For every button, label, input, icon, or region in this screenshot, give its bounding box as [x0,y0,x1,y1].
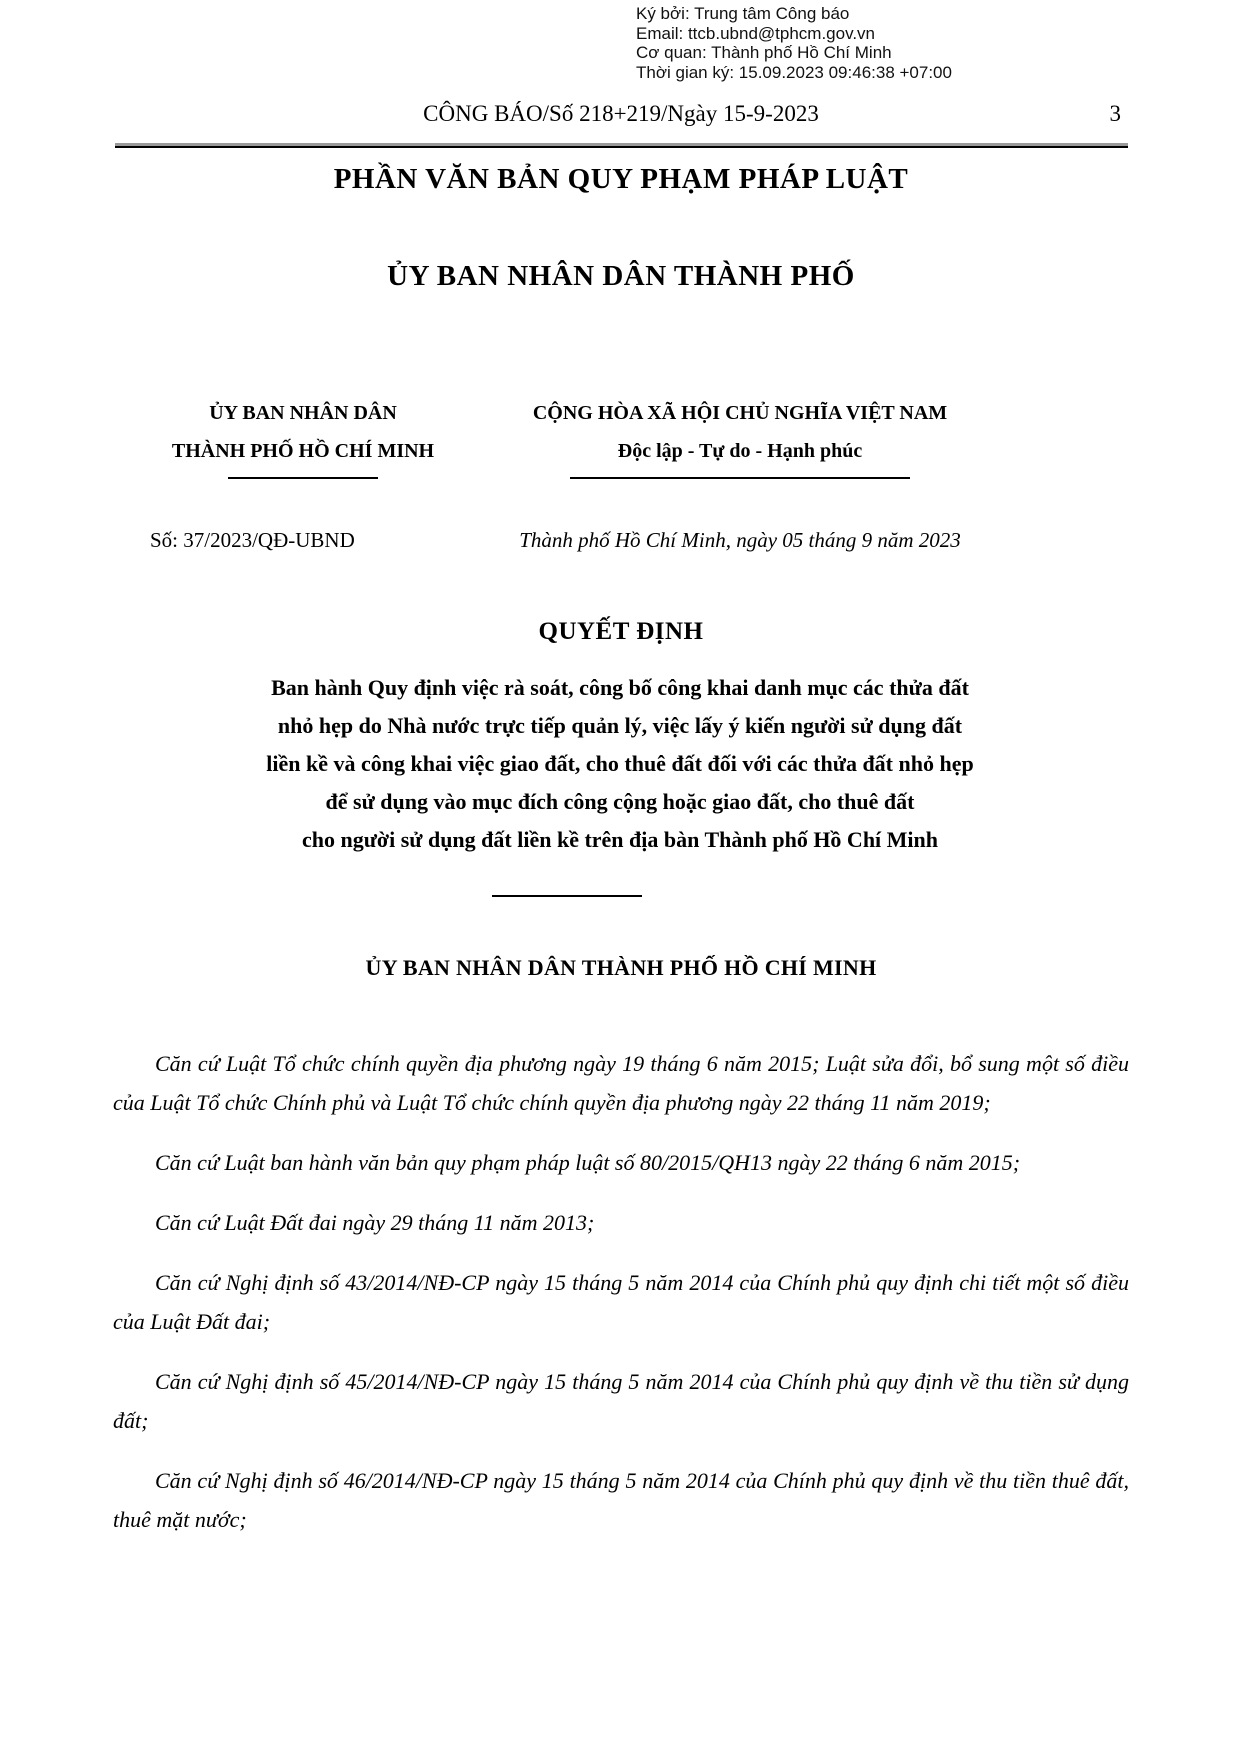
decision-subtitle [70,669,1170,859]
legal-basis-paragraph: Căn cứ Luật Tổ chức chính quyền địa phương ngày 19 tháng 6 năm 2015; Luật sửa đổi, bổ sung một số điều của Luật Tổ chức Chính phủ và Luật Tổ chức chính quyền địa phương ngày 22 tháng 11 năm 2019; [113,1051,1129,1115]
legal-basis-paragraph: Căn cứ Luật Đất đai ngày 29 tháng 11 năm 2013; [155,1210,595,1235]
decision-subtitle-line: nhỏ hẹp do Nhà nước trực tiếp quản lý, việc lấy ý kiến người sử dụng đất [277,713,963,738]
page-number: 3 [1109,101,1121,126]
page-header [115,99,1127,129]
letterhead-right-line1: CỘNG HÒA XÃ HỘI CHỦ NGHĨA VIỆT NAM [532,402,948,424]
letterhead-left-line1: ỦY BAN NHÂN DÂN [209,402,397,424]
subtitle-divider-rule [492,895,642,897]
legal-basis-section [113,1044,1129,1560]
legal-basis-paragraph: Căn cứ Nghị định số 43/2014/NĐ-CP ngày 15 tháng 5 năm 2014 của Chính phủ quy định chi tiết một số điều của Luật Đất đai; [113,1270,1129,1334]
signature-agency: Cơ quan: Thành phố Hồ Chí Minh [636,43,892,62]
legal-basis-paragraph: Căn cứ Nghị định số 45/2014/NĐ-CP ngày 15 tháng 5 năm 2014 của Chính phủ quy định về thu tiền sử dụng đất; [113,1369,1129,1433]
decision-subtitle-line: liền kề và công khai việc giao đất, cho thuê đất đối với các thửa đất nhỏ hẹp [266,751,974,776]
digital-signature-block [636,4,952,82]
decision-subtitle-line: Ban hành Quy định việc rà soát, công bố công khai danh mục các thửa đất [271,675,969,700]
authority-heading: ỦY BAN NHÂN DÂN THÀNH PHỐ HỒ CHÍ MINH [365,955,877,980]
letterhead-left-column [118,394,488,479]
issuer-title: ỦY BAN NHÂN DÂN THÀNH PHỐ [387,260,855,292]
document-number: Số: 37/2023/QĐ-UBND [150,528,355,552]
gazette-header-line: CÔNG BÁO/Số 218+219/Ngày 15-9-2023 [423,101,819,126]
letterhead-right-line2: Độc lập - Tự do - Hạnh phúc [617,440,863,462]
decision-subtitle-line: cho người sử dụng đất liền kề trên địa bàn Thành phố Hồ Chí Minh [301,827,939,852]
signature-signed-by: Ký bởi: Trung tâm Công báo [636,4,850,23]
letterhead-right-column [478,394,1002,479]
place-and-date: Thành phố Hồ Chí Minh, ngày 05 tháng 9 năm 2023 [519,528,961,552]
decision-title: QUYẾT ĐỊNH [538,618,704,645]
part-title: PHẦN VĂN BẢN QUY PHẠM PHÁP LUẬT [333,163,909,195]
signature-email: Email: ttcb.ubnd@tphcm.gov.vn [636,23,875,43]
legal-basis-paragraph: Căn cứ Luật ban hành văn bản quy phạm pháp luật số 80/2015/QH13 ngày 22 tháng 6 năm 2015; [155,1150,1021,1175]
decision-subtitle-line: để sử dụng vào mục đích công cộng hoặc giao đất, cho thuê đất [325,789,915,814]
letterhead-left-underline [228,477,378,479]
letterhead-left-line2: THÀNH PHỐ HỒ CHÍ MINH [171,440,435,462]
signature-time: Thời gian ký: 15.09.2023 09:46:38 +07:00 [636,62,952,82]
letterhead-right-underline [570,477,910,479]
header-double-rule [115,143,1128,148]
legal-basis-paragraph: Căn cứ Nghị định số 46/2014/NĐ-CP ngày 15 tháng 5 năm 2014 của Chính phủ quy định về thu tiền thuê đất, thuê mặt nước; [113,1468,1129,1532]
